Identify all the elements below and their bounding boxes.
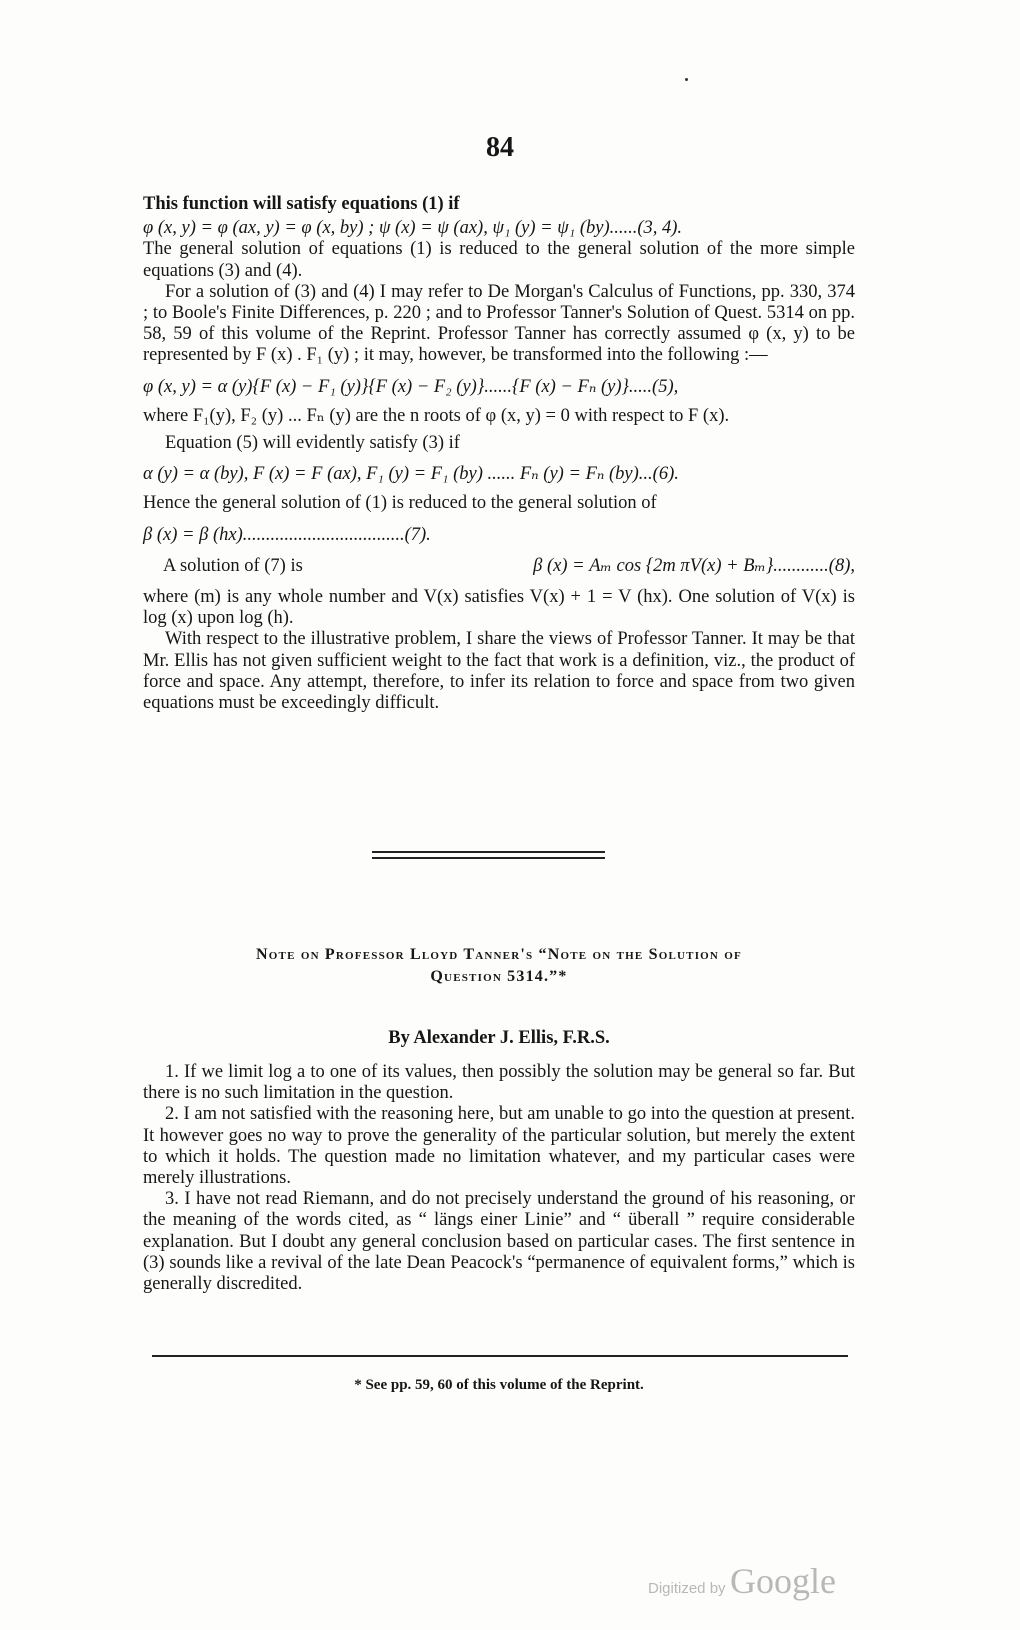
paragraph: where F₁(y), F₂ (y) ... Fₙ (y) are the n roots of φ (x, y) = 0 with respect to F (x). (143, 405, 730, 426)
footnote-rule (152, 1355, 848, 1357)
note-paragraph-2: 2. I am not satisfied with the reasoning here, but am unable to go into the question at present. It however goes no way to prove the generality of the particular solution, but merely the extent to which it holds. The question made no limitation whatever, and my particular cases were merely illustrations. (143, 1104, 855, 1189)
equation-8-label: A solution of (7) is (163, 555, 303, 576)
paragraph: Equation (5) will evidently satisfy (3) if (165, 433, 460, 454)
note-body (143, 1062, 855, 1295)
section-divider (372, 851, 605, 859)
equation-6: α (y) = α (by), F (x) = F (ax), F₁ (y) = F₁ (by) ...... Fₙ (y) = Fₙ (by)...(6). (143, 464, 679, 485)
equation-3-4: φ (x, y) = φ (ax, y) = φ (x, by) ; ψ (x) = ψ (ax), ψ₁ (y) = ψ₁ (by)......(3, 4). (143, 218, 683, 239)
note-title-line-1: Note on Professor Lloyd Tanner's “Note on the Solution of (256, 946, 742, 963)
equation-8: β (x) = Aₘ cos {2m πV(x) + Bₘ}............(8), (533, 555, 855, 576)
note-paragraph-1: 1. If we limit log a to one of its values, then possibly the solution may be general so far. But there is no such limitation in the question. (143, 1062, 855, 1104)
note-title (143, 944, 855, 988)
top-section (143, 194, 855, 714)
note-paragraph-3: 3. I have not read Riemann, and do not precisely understand the ground of his reasoning, or the meaning of the words cited, as “ längs einer Linie” and “ überall ” require considerable explanation. But I doubt any general conclusion based on particular cases. The first sentence in (3) sounds like a revival of the late Dean Peacock's “permanence of equivalent forms,” which is generally discredited. (143, 1189, 855, 1295)
paragraph: The general solution of equations (1) is reduced to the general solution of the more simple equations (3) and (4). (143, 239, 855, 281)
byline: By Alexander J. Ellis, F.R.S. (388, 1028, 610, 1048)
google-logo: Google (730, 1561, 836, 1601)
paragraph: For a solution of (3) and (4) I may refer to De Morgan's Calculus of Functions, pp. 330, 374 ; to Boole's Finite Differences, p. 220 ; and to Professor Tanner's Solution of Quest. 5314 on pp. 58, 59 of this volume of the Reprint. Professor Tanner has correctly assumed φ (x, y) to be represented by F (x) . F₁ (y) ; it may, however, be transformed into the following :— (143, 281, 855, 366)
page-number: 84 (486, 132, 514, 163)
equation-7: β (x) = β (hx)...................................(7). (143, 524, 431, 545)
note-title-line-2: Question 5314.”* (430, 968, 568, 985)
paragraph: This function will satisfy equations (1) if (143, 194, 460, 214)
equation-8-row (143, 556, 855, 577)
google-watermark (648, 1560, 836, 1602)
footnote: * See pp. 59, 60 of this volume of the Reprint. (354, 1377, 644, 1393)
paragraph: With respect to the illustrative problem, I share the views of Professor Tanner. It may be that Mr. Ellis has not given sufficient weight to the fact that work is a definition, viz., the product of force and space. Any attempt, therefore, to infer its relation to force and space from two given equations must be exceedingly difficult. (143, 629, 855, 714)
watermark-prefix: Digitized by (648, 1580, 726, 1597)
print-speck (685, 78, 688, 81)
equation-5: φ (x, y) = α (y){F (x) − F₁ (y)}{F (x) − F₂ (y)}......{F (x) − Fₙ (y)}.....(5), (143, 376, 679, 397)
paragraph: where (m) is any whole number and V(x) satisfies V(x) + 1 = V (hx). One solution of V(x) is log (x) upon log (h). (143, 587, 855, 629)
paragraph: Hence the general solution of (1) is reduced to the general solution of (143, 493, 657, 514)
